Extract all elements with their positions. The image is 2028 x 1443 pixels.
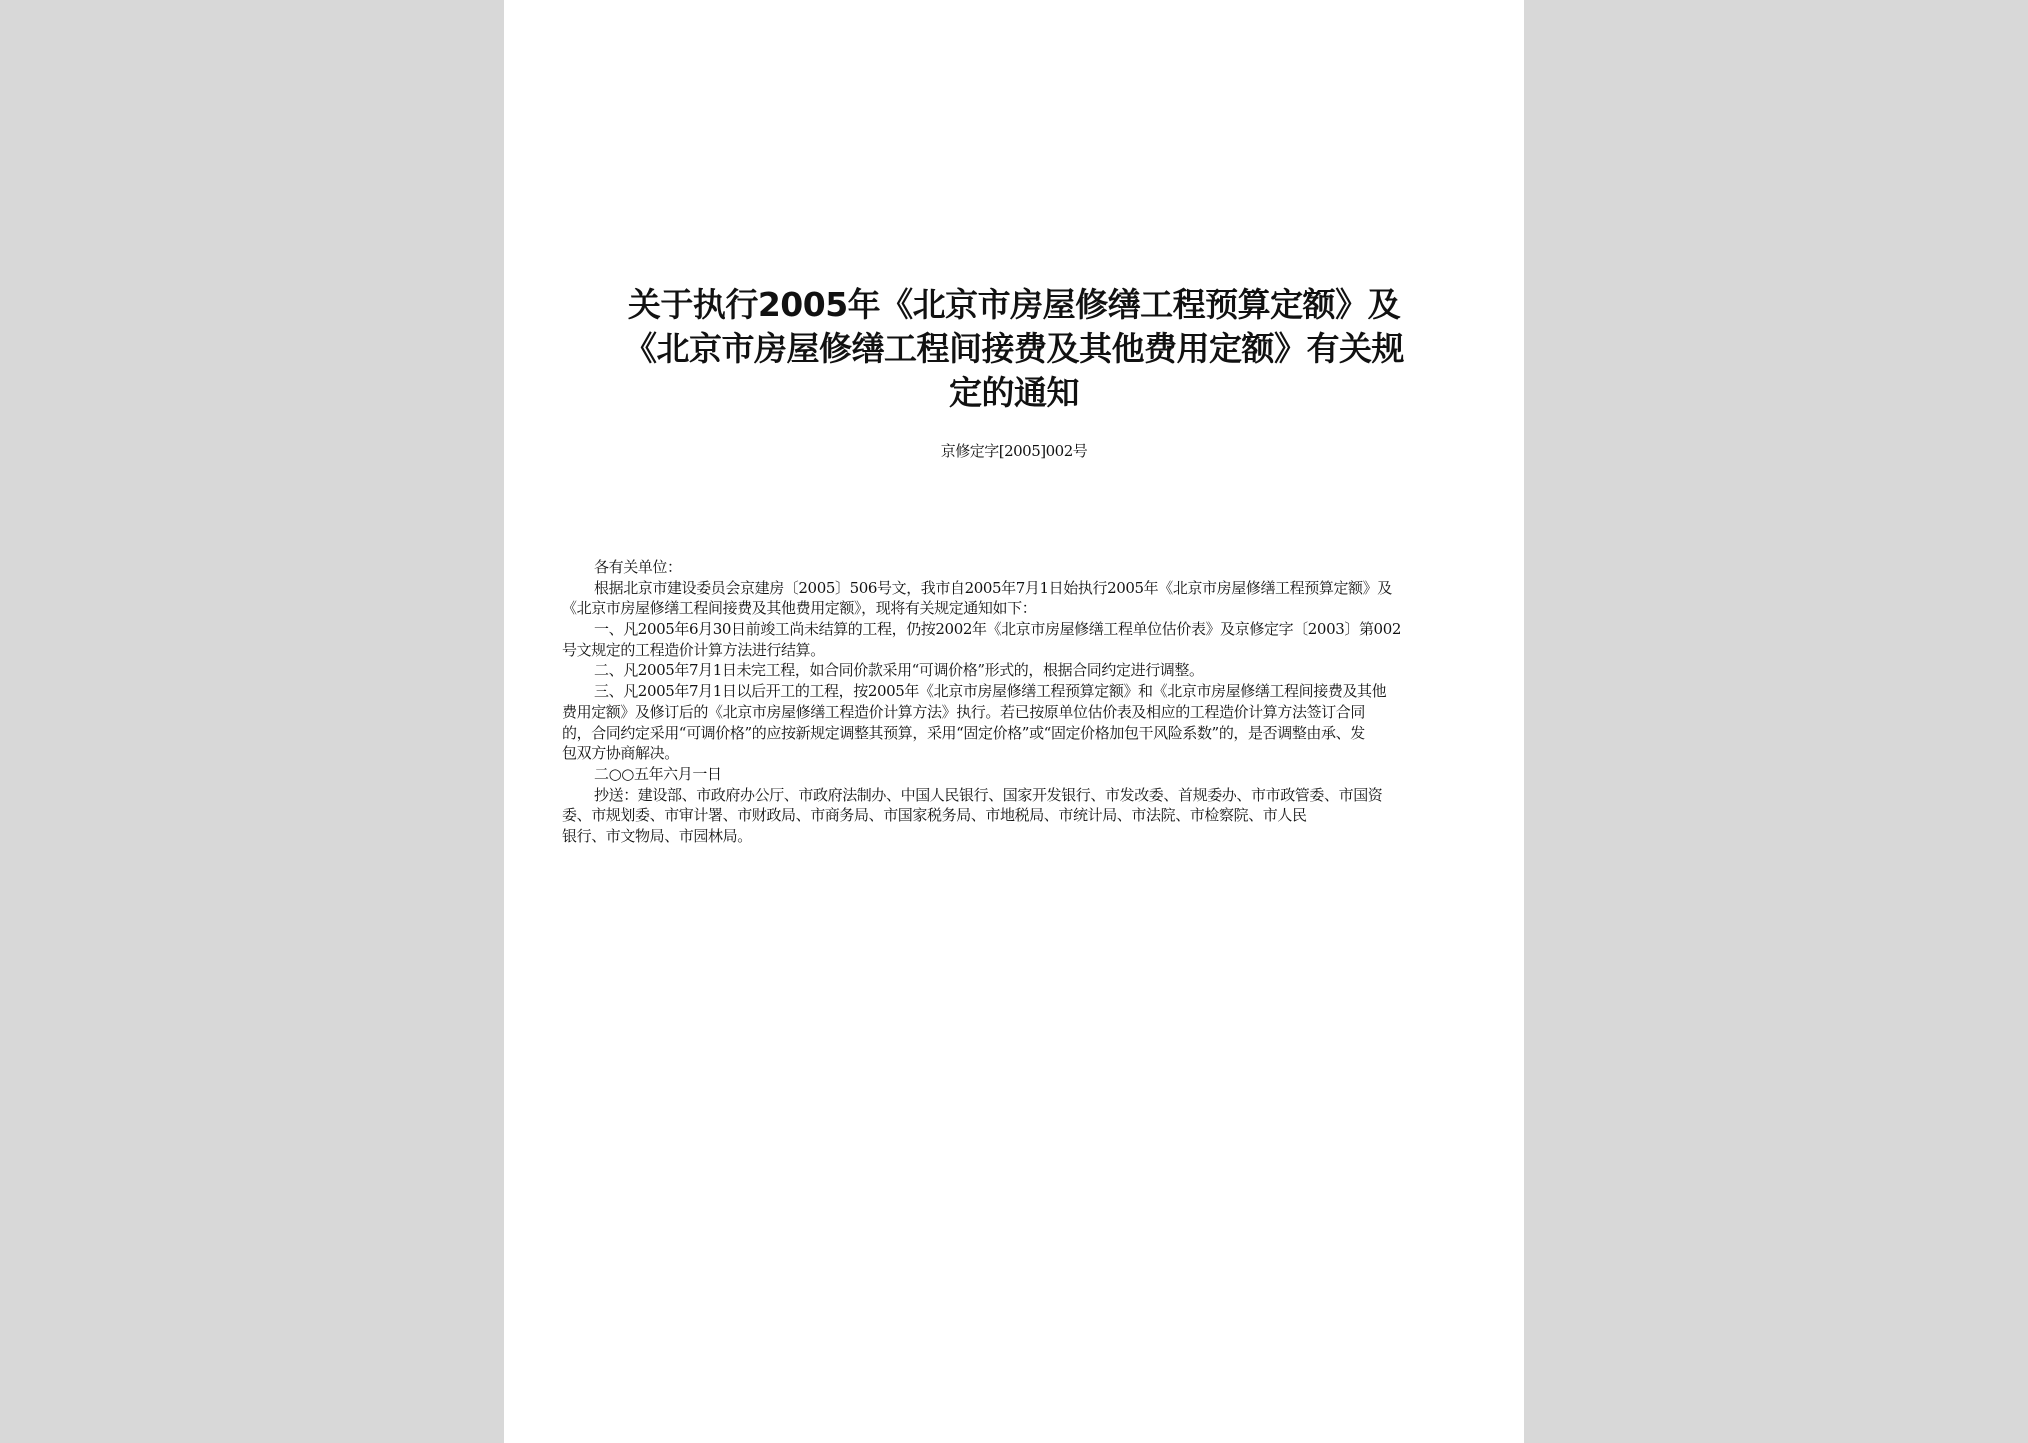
body-line: 三、凡2005年7月1日以后开工的工程，按2005年《北京市房屋修缮工程预算定额》和《北京市房屋修缮工程间接费及其他 xyxy=(594,682,1387,701)
document-page xyxy=(504,0,1524,1443)
document-number: 京修定字[2005]002号 xyxy=(940,442,1088,460)
cc-line: 抄送：建设部、市政府办公厅、市政府法制办、中国人民银行、国家开发银行、市发改委、首规委办、市市政管委、市国资 xyxy=(594,785,1383,804)
body-line: 《北京市房屋修缮工程间接费及其他费用定额》，现将有关规定通知如下： xyxy=(562,599,1037,618)
title-line: 定的通知 xyxy=(949,373,1079,412)
title-line: 关于执行2005年《北京市房屋修缮工程预算定额》及 xyxy=(627,285,1401,324)
body-line: 号文规定的工程造价计算方法进行结算。 xyxy=(562,640,825,659)
body-line: 根据北京市建设委员会京建房〔2005〕506号文，我市自2005年7月1日始执行2005年《北京市房屋修缮工程预算定额》及 xyxy=(594,578,1392,597)
cc-line: 委、市规划委、市审计署、市财政局、市商务局、市国家税务局、市地税局、市统计局、市法院、市检察院、市人民 xyxy=(562,806,1307,825)
body-line: 的，合同约定采用“可调价格”的应按新规定调整其预算，采用“固定价格”或“固定价格加包干风险系数”的，是否调整由承、发 xyxy=(562,723,1365,742)
body-line: 一、凡2005年6月30日前竣工尚未结算的工程，仍按2002年《北京市房屋修缮工程单位估价表》及京修定字〔2003〕第002 xyxy=(594,620,1401,639)
document-body xyxy=(562,557,1492,847)
body-line: 包双方协商解决。 xyxy=(562,744,679,763)
salutation: 各有关单位： xyxy=(594,558,682,576)
document-date: 二○○五年六月一日 xyxy=(594,764,722,783)
document-title xyxy=(544,283,1484,415)
body-line: 费用定额》及修订后的《北京市房屋修缮工程造价计算方法》执行。若已按原单位估价表及相应的工程造价计算方法签订合同 xyxy=(562,702,1366,721)
cc-line: 银行、市文物局、市园林局。 xyxy=(562,826,752,845)
title-line: 《北京市房屋修缮工程间接费及其他费用定额》有关规 xyxy=(624,329,1404,368)
body-line: 二、凡2005年7月1日未完工程，如合同价款采用“可调价格”形式的，根据合同约定进行调整。 xyxy=(594,661,1204,680)
